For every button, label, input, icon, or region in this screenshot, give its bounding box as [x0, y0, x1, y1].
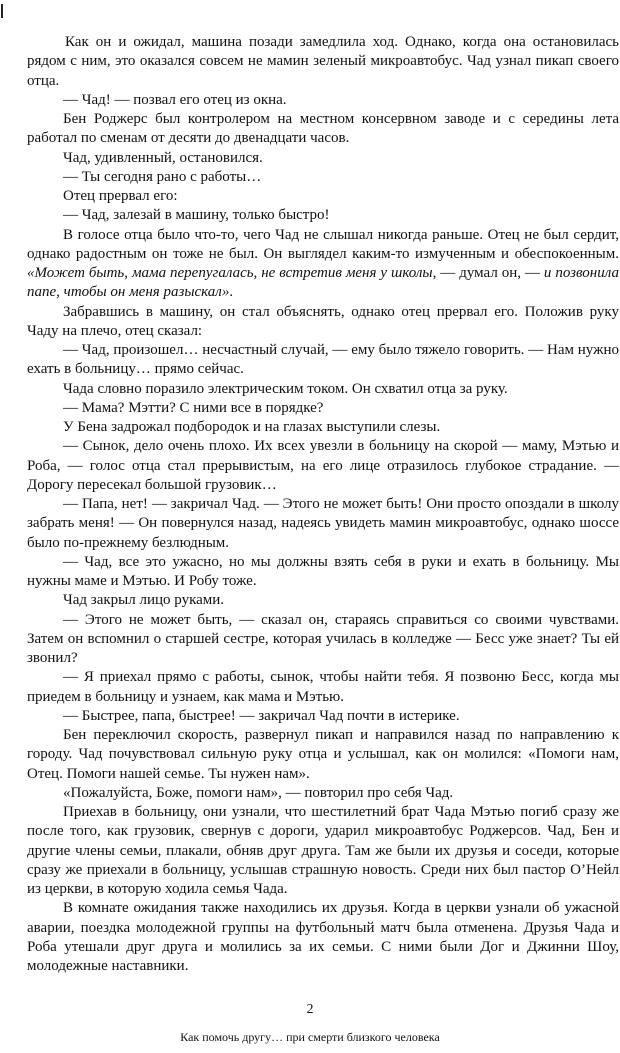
paragraph: Приехав в больницу, они узнали, что шестилетний брат Чада Мэтью погиб сразу же после того, как грузовик, свернув с дороги, ударил микроавтобус Роджерсов. Чад, Бен и другие члены семьи, плакали, обняв друг друга. Там же были их друзья и соседи, которые сразу же приехали в больницу, услышав страшную новость. Среди них был пастор О’Нейл из церкви, в которую ходила семья Чада.	[27, 804, 619, 897]
paragraph: — Чад, залезай в машину, только быстро!	[63, 207, 330, 224]
paragraph: Чада словно поразило электрическим током. Он схватил отца за руку.	[63, 380, 508, 397]
paragraph: — Папа, нет! — закричал Чад. — Этого не может быть! Они просто опоздали в школу забрать меня! — Он повернулся назад, надеясь увидеть мамин микроавтобус, однако шоссе было по-прежнему безлюдным.	[27, 496, 619, 551]
paragraph: Бен Роджерс был контролером на местном консервном заводе и с середины лета работал по сменам от десяти до двенадцати часов.	[27, 111, 619, 147]
paragraph: — Мама? Мэтти? С ними все в порядке?	[63, 399, 324, 416]
paragraph: У Бена задрожал подбородок и на глазах выступили слезы.	[63, 419, 441, 435]
body-text	[27, 33, 619, 976]
paragraph: — Сынок, дело очень плохо. Их всех увезли в больницу на скорой — маму, Мэтью и Роба, — голос отца стал прерывистым, на его лице отразилось глубокое страдание. — Дорогу пересекал большой грузовик…	[27, 438, 619, 493]
corner-mark	[1, 4, 3, 18]
paragraph: В комнате ожидания также находились их друзья. Когда в церкви узнали об ужасной аварии, поездка молодежной группы на футбольный матч была отменена. Друзья Чада и Роба утешали друг друга и молились за их семьи. С ними были Дог и Джинни Шоу, молодежные наставники.	[27, 900, 619, 974]
paragraph: — Чад, произошел… несчастный случай, — ему было тяжело говорить. — Нам нужно ехать в больницу… прямо сейчас.	[27, 342, 619, 378]
italic-run: и позвонила папе, чтобы он меня разыскал»	[27, 265, 619, 301]
paragraph: Отец прервал его:	[63, 188, 178, 204]
paragraph-with-italics	[27, 226, 619, 303]
paragraph: Чад, удивленный, остановился.	[63, 149, 263, 166]
page-number: 2	[306, 1002, 314, 1017]
text-run: , — думал он, —	[432, 265, 544, 281]
paragraph: — Я приехал прямо с работы, сынок, чтобы найти тебя. Я позвоню Бесс, когда мы приедем в больницу и узнаем, как мама и Мэтью.	[27, 669, 619, 705]
paragraph: — Чад, все это ужасно, но мы должны взять себя в руки и ехать в больницу. Мы нужны маме и Мэтью. И Робу тоже.	[27, 553, 619, 589]
paragraph: Как он и ожидал, машина позади замедлила ход. Однако, когда она остановилась рядом с ним, это оказался совсем не мамин зеленый микроавтобус. Чад узнал пикап своего отца.	[27, 34, 619, 89]
paragraph: — Этого не может быть, — сказал он, стараясь справиться со своими чувствами. Затем он вспомнил о старшей сестре, которая училась в колледже — Бесс уже знает? Ты ей звонил?	[27, 611, 619, 666]
paragraph: Забравшись в машину, он стал объяснять, однако отец прервал его. Положив руку Чаду на плечо, отец сказал:	[27, 303, 619, 339]
text-run: В голосе отца было что-то, чего Чад не слышал никогда раньше. Отец не был сердит, однако радостным он тоже не был. Он выглядел каким-то измученным и обеспокоенным.	[27, 226, 619, 262]
text-run: .	[229, 284, 234, 301]
paragraph: — Чад! — позвал его отец из окна.	[63, 91, 287, 108]
paragraph: Чад закрыл лицо руками.	[63, 592, 225, 609]
paragraph: «Пожалуйста, Боже, помоги нам», — повторил про себя Чад.	[63, 784, 454, 801]
paragraph: Бен переключил скорость, развернул пикап и направился назад по направлению к городу. Чад почувствовал сильную руку отца и услышал, как он молился: «Помоги нам, Отец. Помоги нашей семье. Ты нужен нам».	[27, 727, 619, 782]
paragraph: — Быстрее, папа, быстрее! — закричал Чад почти в истерике.	[63, 707, 460, 724]
paragraph: — Ты сегодня рано с работы…	[63, 168, 262, 185]
running-footer: Как помочь другу… при смерти близкого человека	[180, 1030, 440, 1044]
italic-run: «Может быть, мама перепугалась, не встретив меня у школы	[27, 265, 433, 281]
